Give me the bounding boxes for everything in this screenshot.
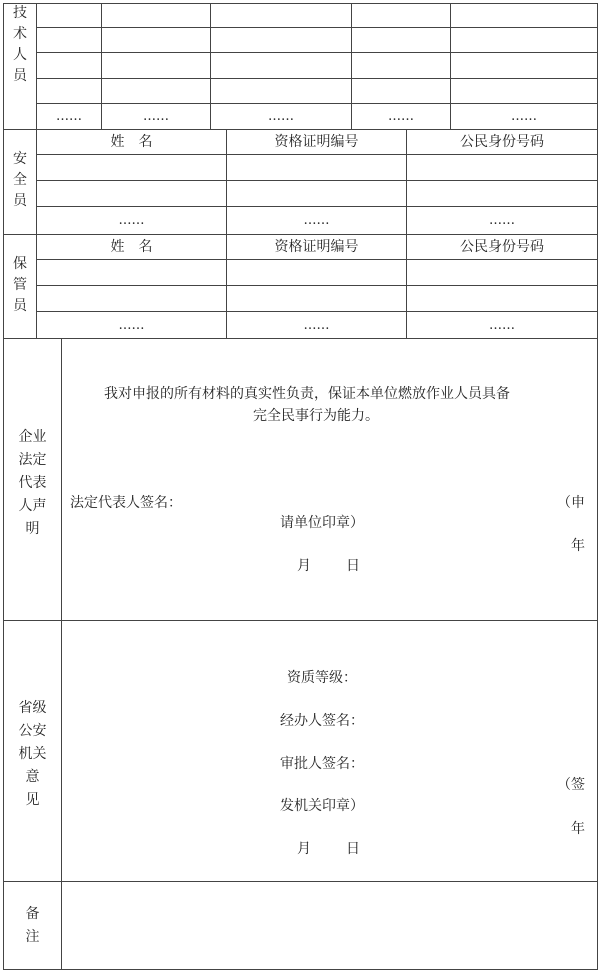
section-divider (3, 234, 598, 235)
day-label: 日 (346, 841, 360, 857)
year-label: 年 (571, 538, 585, 554)
day-label: 日 (346, 558, 360, 574)
month-label: 月 (297, 841, 311, 857)
month-label: 月 (297, 558, 311, 574)
issuing-authority-seal-label: 发机关印章） (280, 798, 364, 814)
unit-seal-label: 请单位印章） (280, 515, 364, 531)
section-divider (3, 338, 598, 339)
tech-row-line (36, 103, 597, 104)
storekeeper-label: 保 管 员 (13, 256, 27, 314)
ellipsis: …… (303, 318, 330, 333)
name-header: 姓 名 (110, 239, 153, 255)
section-divider (3, 620, 598, 621)
section-divider (3, 129, 598, 130)
label-column-divider-bottom (61, 338, 62, 969)
paren-open: （申 (557, 495, 585, 511)
declaration-line-1: 我对申报的所有材料的真实性负责，保证本单位燃放作业人员具备 (104, 386, 510, 402)
ellipsis: …… (268, 109, 294, 124)
border-left (3, 3, 4, 969)
ellipsis: …… (388, 109, 414, 124)
remarks-label: 备 注 (25, 906, 40, 945)
legal-rep-declaration-label: 企业 法定 代表 人声 明 (18, 429, 47, 537)
tech-staff-label: 技 术 人 员 (13, 5, 27, 84)
cert-number-header: 资格证明编号 (274, 239, 359, 255)
label-column-divider-top (36, 3, 37, 338)
ellipsis: …… (489, 213, 515, 228)
keeper-row-line (36, 259, 597, 260)
safety-row-line (36, 180, 597, 181)
declaration-line-2: 完全民事行为能力。 (253, 408, 379, 424)
id-number-header: 公民身份号码 (460, 239, 544, 255)
cert-number-header: 资格证明编号 (274, 134, 359, 150)
handler-signature-label: 经办人签名： (280, 713, 364, 729)
safety-officer-label: 安 全 员 (13, 151, 27, 209)
ellipsis: …… (511, 109, 537, 124)
keeper-row-line (36, 285, 597, 286)
id-number-header: 公民身份号码 (460, 134, 544, 150)
keeper-row-line (36, 311, 597, 312)
ellipsis: …… (303, 213, 330, 228)
year-label: 年 (571, 821, 585, 837)
border-top (3, 3, 598, 4)
paren-open: （签 (557, 777, 585, 793)
ellipsis: …… (489, 318, 515, 333)
approver-signature-label: 审批人签名： (280, 756, 364, 772)
police-opinion-label: 省级 公安 机关 意 见 (18, 700, 47, 808)
ellipsis: …… (56, 109, 82, 124)
border-right (597, 3, 598, 969)
name-header: 姓 名 (110, 134, 153, 150)
border-bottom (3, 969, 598, 970)
tech-row-line (36, 27, 597, 28)
qualification-level-label: 资质等级： (287, 670, 357, 686)
ellipsis: …… (143, 109, 169, 124)
safety-row-line (36, 206, 597, 207)
legal-rep-signature-label: 法定代表人签名： (70, 495, 182, 511)
ellipsis: …… (118, 318, 145, 333)
section-divider (3, 881, 598, 882)
tech-row-line (36, 78, 597, 79)
ellipsis: …… (118, 213, 145, 228)
safety-row-line (36, 154, 597, 155)
tech-row-line (36, 52, 597, 53)
